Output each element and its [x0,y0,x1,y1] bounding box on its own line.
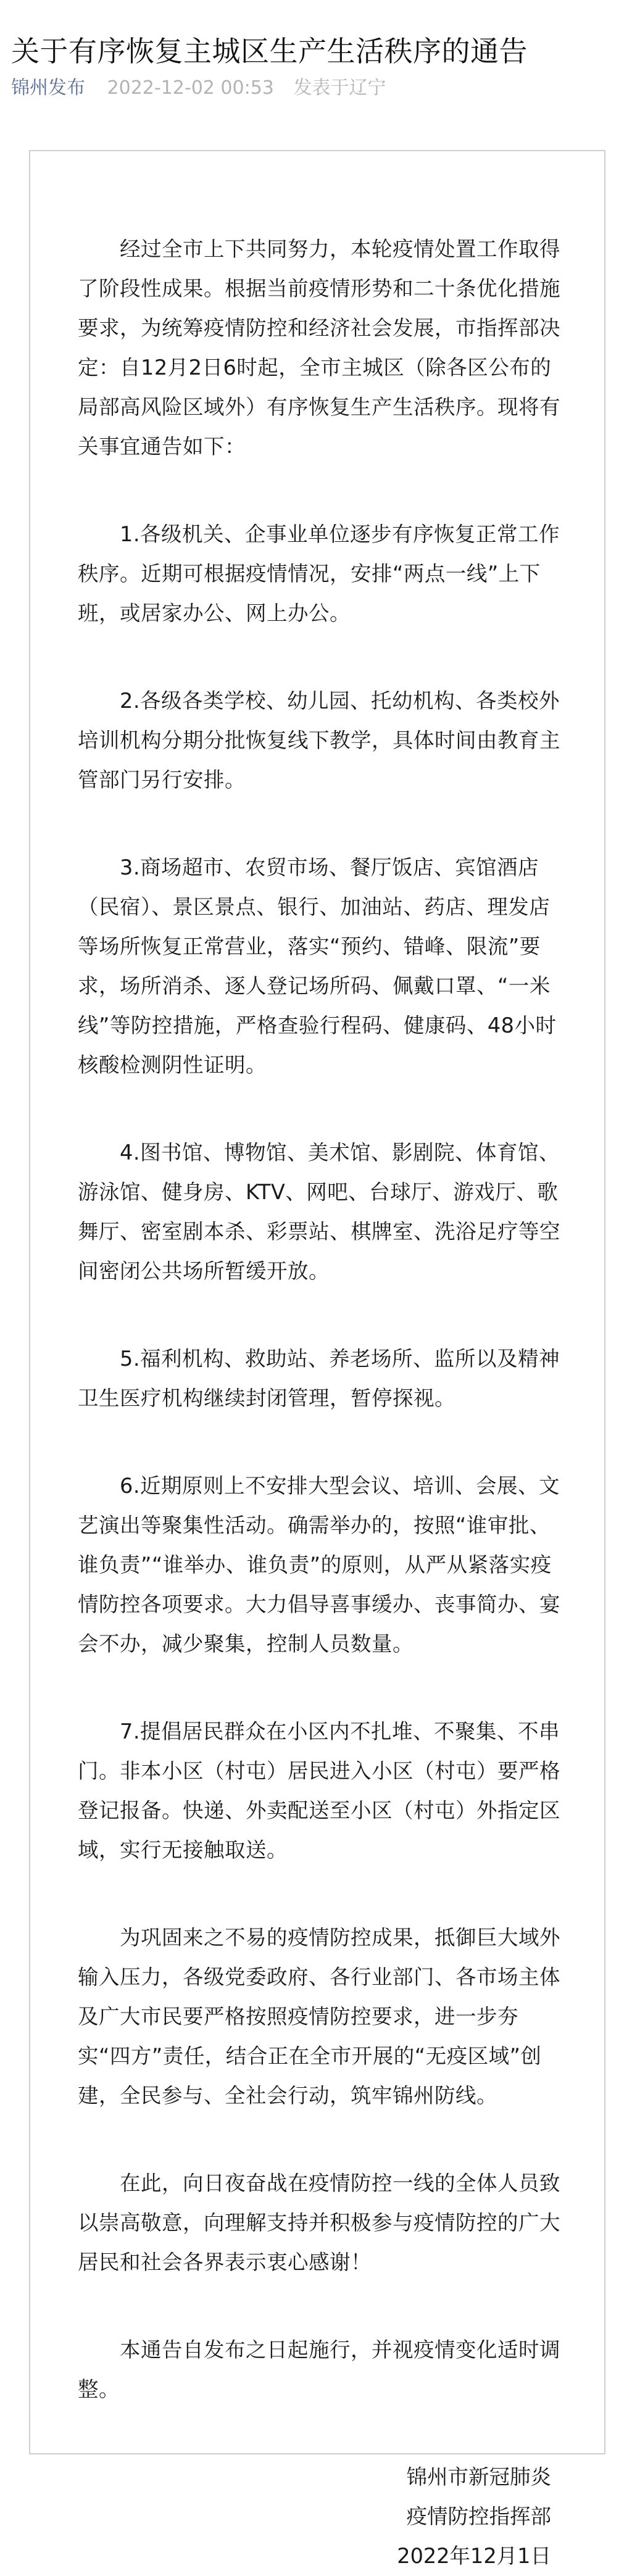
signature-date: 2022年12月1日 [397,2544,551,2568]
notice-item-4: 4.图书馆、博物馆、美术馆、影剧院、体育馆、游泳馆、健身房、KTV、网吧、台球厅、游戏厅、歌舞厅、密室剧本杀、彩票站、棋牌室、洗浴足疗等空间密闭公共场所暂缓开放。 [78,1141,560,1283]
notice-item-3: 3.商场超市、农贸市场、餐厅饭店、宾馆酒店（民宿）、景区景点、银行、加油站、药店、理发店等场所恢复正常营业，落实“预约、错峰、限流”要求，场所消杀、逐人登记场所码、佩戴口罩、“一米线”等防控措施，严格查验行程码、健康码、48小时核酸检测阴性证明。 [78,855,557,1077]
notice-item-6: 6.近期原则上不安排大型会议、培训、会展、文艺演出等聚集性活动。确需举办的，按照“谁审批、谁负责”“谁举办、谁负责”的原则，从严从紧落实疫情防控各项要求。大力倡导喜事缓办、丧事简办、宴会不办，减少聚集，控制人员数量。 [78,1474,560,1656]
article-meta [11,73,386,104]
publish-location: 发表于辽宁 [293,77,386,99]
intro-paragraph: 经过全市上下共同努力，本轮疫情处置工作取得了阶段性成果。根据当前疫情形势和二十条优化措施要求，为统筹疫情防控和经济社会发展，市指挥部决定：自12月2日6时起，全市主城区（除各区公布的局部高风险区域外）有序恢复生产生活秩序。现将有关事宜通告如下： [78,237,560,459]
signature-org-line-2: 疫情防控指挥部 [406,2504,551,2528]
article-title: 关于有序恢复主城区生产生活秩序的通告 [11,34,528,68]
signature-org-line-1: 锦州市新冠肺炎 [406,2465,551,2489]
notice-image-card [29,150,605,2568]
publish-date: 2022-12-02 00:53 [107,77,274,99]
closing-paragraph-2: 在此，向日夜奋战在疫情防控一线的全体人员致以崇高敬意，向理解支持并积极参与疫情防控的广大居民和社会各界表示衷心感谢！ [78,2171,560,2274]
source-account-link[interactable]: 锦州发布 [11,77,85,99]
notice-item-7: 7.提倡居民群众在小区内不扎堆、不聚集、不串门。非本小区（村屯）居民进入小区（村屯）要严格登记报备。快递、外卖配送至小区（村屯）外指定区域，实行无接触取送。 [78,1719,560,1862]
notice-item-2: 2.各级各类学校、幼儿园、托幼机构、各类校外培训机构分期分批恢复线下教学，具体时间由教育主管部门另行安排。 [78,689,560,792]
notice-item-1: 1.各级机关、企事业单位逐步有序恢复正常工作秩序。近期可根据疫情情况，安排“两点一线”上下班，或居家办公、网上办公。 [78,522,560,625]
closing-paragraph-3: 本通告自发布之日起施行，并视疫情变化适时调整。 [78,2338,560,2401]
notice-item-5: 5.福利机构、救助站、养老场所、监所以及精神卫生医疗机构继续封闭管理，暂停探视。 [78,1347,560,1410]
closing-paragraph-1: 为巩固来之不易的疫情防控成果，抵御巨大域外输入压力，各级党委政府、各行业部门、各市场主体及广大市民要严格按照疫情防控要求，进一步夯实“四方”责任，结合正在全市开展的“无疫区域”创建，全民参与、全社会行动，筑牢锦州防线。 [78,1926,560,2108]
